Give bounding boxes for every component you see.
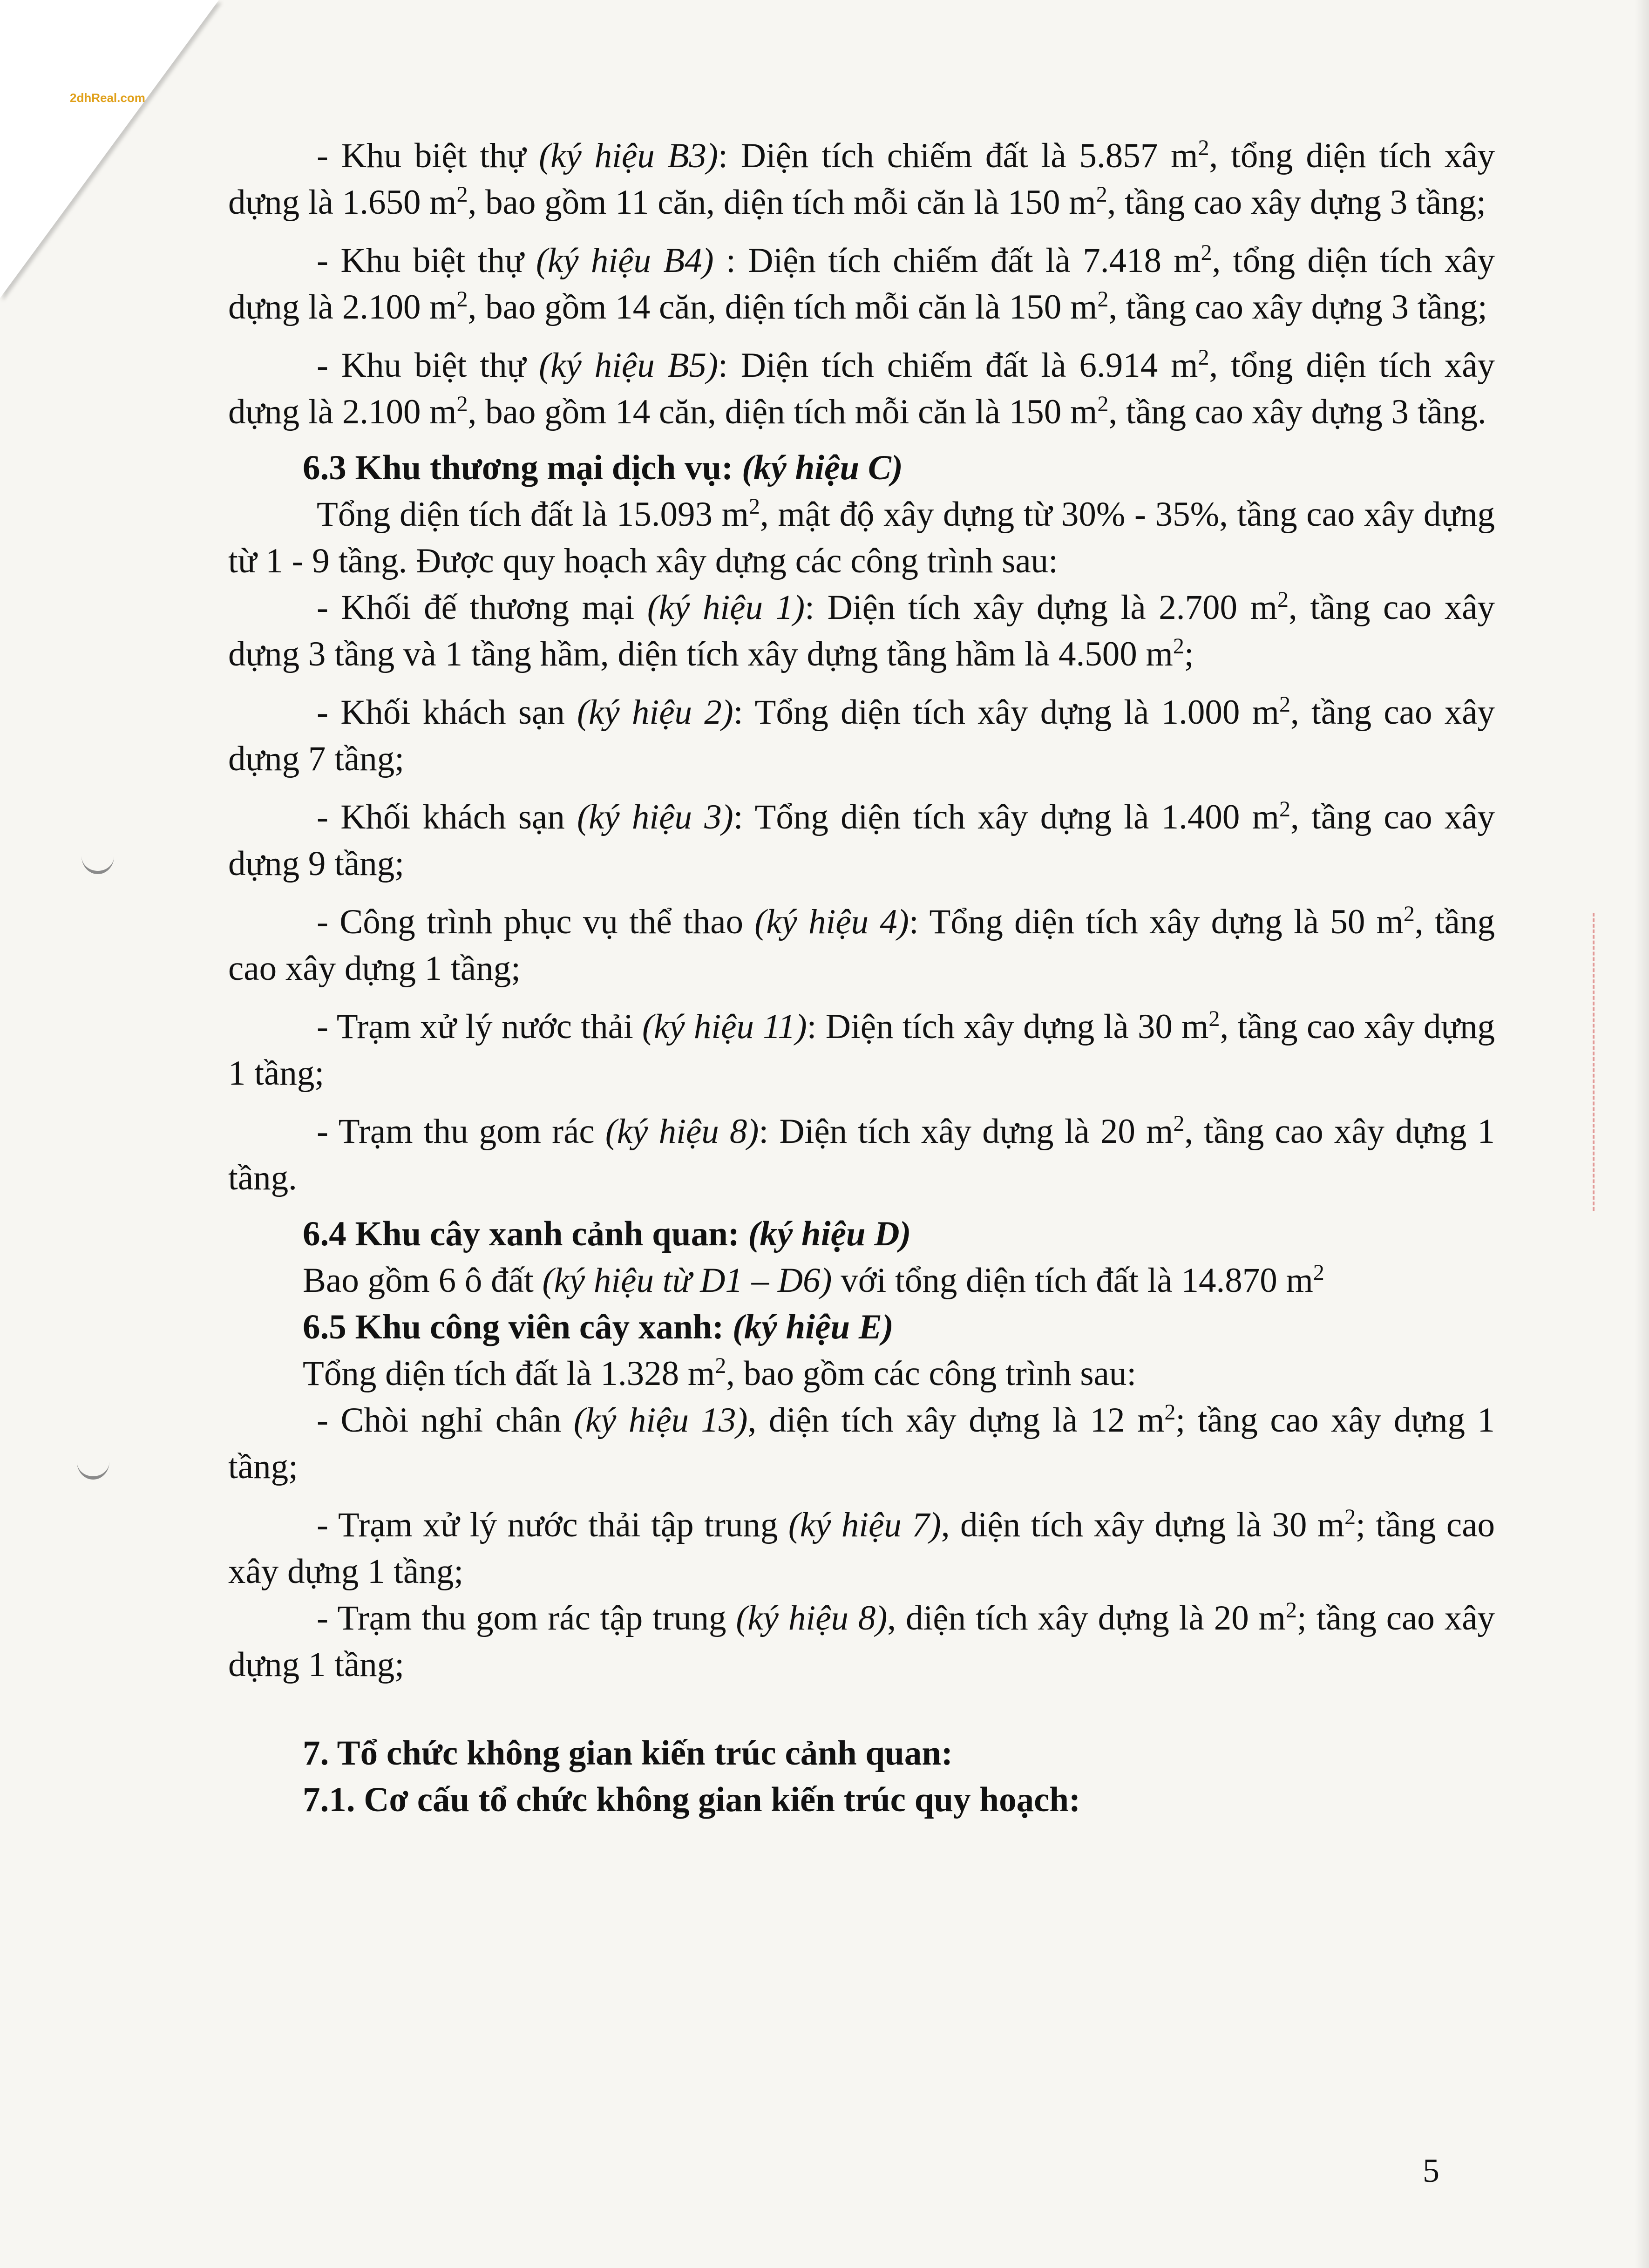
villa-b4-paragraph: - Khu biệt thự (ký hiệu B4) : Diện tích chiếm đất là 7.418 $m^2$, tổng diện tích xây dựng là 2.100 $m^2$, bao gồm 14 căn, diện tích mỗi căn là 150 $m^2$, tầng cao xây dựng 3 tầng;: [228, 240, 1495, 326]
villa-b3-paragraph: - Khu biệt thự (ký hiệu B3): Diện tích chiếm đất là 5.857 $m^2$, tổng diện tích xây dựng là 1.650 $m^2$, bao gồm 11 căn, diện tích mỗi căn là 150 $m^2$, tầng cao xây dựng 3 tầng;: [228, 136, 1495, 222]
commercial-item-4: - Công trình phục vụ thể thao (ký hiệu 4): Tổng diện tích xây dựng là 50 $m^2$, tầng cao xây dựng 1 tầng;: [228, 902, 1495, 988]
commercial-item-2: - Khối khách sạn (ký hiệu 2): Tổng diện tích xây dựng là 1.000 $m^2$, tầng cao xây dựng 7 tầng;: [228, 692, 1495, 778]
page-number: 5: [1423, 2152, 1439, 2189]
commercial-item-1: - Khối đế thương mại (ký hiệu 1): Diện tích xây dựng là 2.700 $m^2$, tầng cao xây dựng 3 tầng và 1 tầng hầm, diện tích xây dựng tầng hầm là 4.500 $m^2$;: [228, 587, 1495, 673]
section-6-5-heading: 6.5 Khu công viên cây xanh: (ký hiệu E): [303, 1308, 894, 1346]
park-item-3: - Trạm thu gom rác tập trung (ký hiệu 8), diện tích xây dựng là 20 $m^2$; tầng cao xây dựng 1 tầng;: [228, 1598, 1495, 1684]
section-6-3-intro: Tổng diện tích đất là 15.093 $m^2$, mật độ xây dựng từ 30% - 35%, tầng cao xây dựng từ 1 - 9 tầng. Được quy hoạch xây dựng các công trình sau:: [228, 494, 1495, 580]
park-item-1: - Chòi nghỉ chân (ký hiệu 13), diện tích xây dựng là 12 $m^2$; tầng cao xây dựng 1 tầng;: [228, 1400, 1495, 1486]
margin-stamp: [1593, 913, 1627, 1211]
punch-hole-top: [81, 838, 114, 874]
section-6-5-intro: Tổng diện tích đất là 1.328 $m^2$, bao gồm các công trình sau:: [303, 1353, 1137, 1393]
park-item-2: - Trạm xử lý nước thải tập trung (ký hiệu 7), diện tích xây dựng là 30 $m^2$; tầng cao xây dựng 1 tầng;: [228, 1505, 1495, 1591]
commercial-item-5: - Trạm xử lý nước thải (ký hiệu 11): Diện tích xây dựng là 30 $m^2$, tầng cao xây dựng 1 tầng;: [228, 1006, 1495, 1093]
commercial-item-6: - Trạm thu gom rác (ký hiệu 8): Diện tích xây dựng là 20 $m^2$, tầng cao xây dựng 1 tầng.: [228, 1111, 1495, 1197]
section-7-heading: 7. Tổ chức không gian kiến trúc cảnh quan:: [303, 1734, 953, 1772]
commercial-item-3: - Khối khách sạn (ký hiệu 3): Tổng diện tích xây dựng là 1.400 $m^2$, tầng cao xây dựng 9 tầng;: [228, 797, 1495, 883]
document-body: [228, 133, 1495, 1823]
section-6-4-heading: 6.4 Khu cây xanh cảnh quan: (ký hiệu D): [303, 1215, 911, 1253]
section-6-3-heading: 6.3 Khu thương mại dịch vụ: (ký hiệu C): [303, 448, 903, 487]
section-7-1-heading: 7.1. Cơ cấu tổ chức không gian kiến trúc quy hoạch:: [303, 1780, 1081, 1819]
punch-hole-bottom: [77, 1444, 109, 1480]
folded-corner: [0, 0, 219, 298]
page-edge-shadow: [1635, 0, 1649, 2268]
section-6-4-text: Bao gồm 6 ô đất (ký hiệu từ D1 – D6) với tổng diện tích đất là 14.870 $m^2$: [303, 1260, 1324, 1300]
villa-b5-paragraph: - Khu biệt thự (ký hiệu B5): Diện tích chiếm đất là 6.914 $m^2$, tổng diện tích xây dựng là 2.100 $m^2$, bao gồm 14 căn, diện tích mỗi căn là 150 $m^2$, tầng cao xây dựng 3 tầng.: [228, 345, 1495, 431]
watermark: 2dhReal.com: [70, 91, 145, 105]
